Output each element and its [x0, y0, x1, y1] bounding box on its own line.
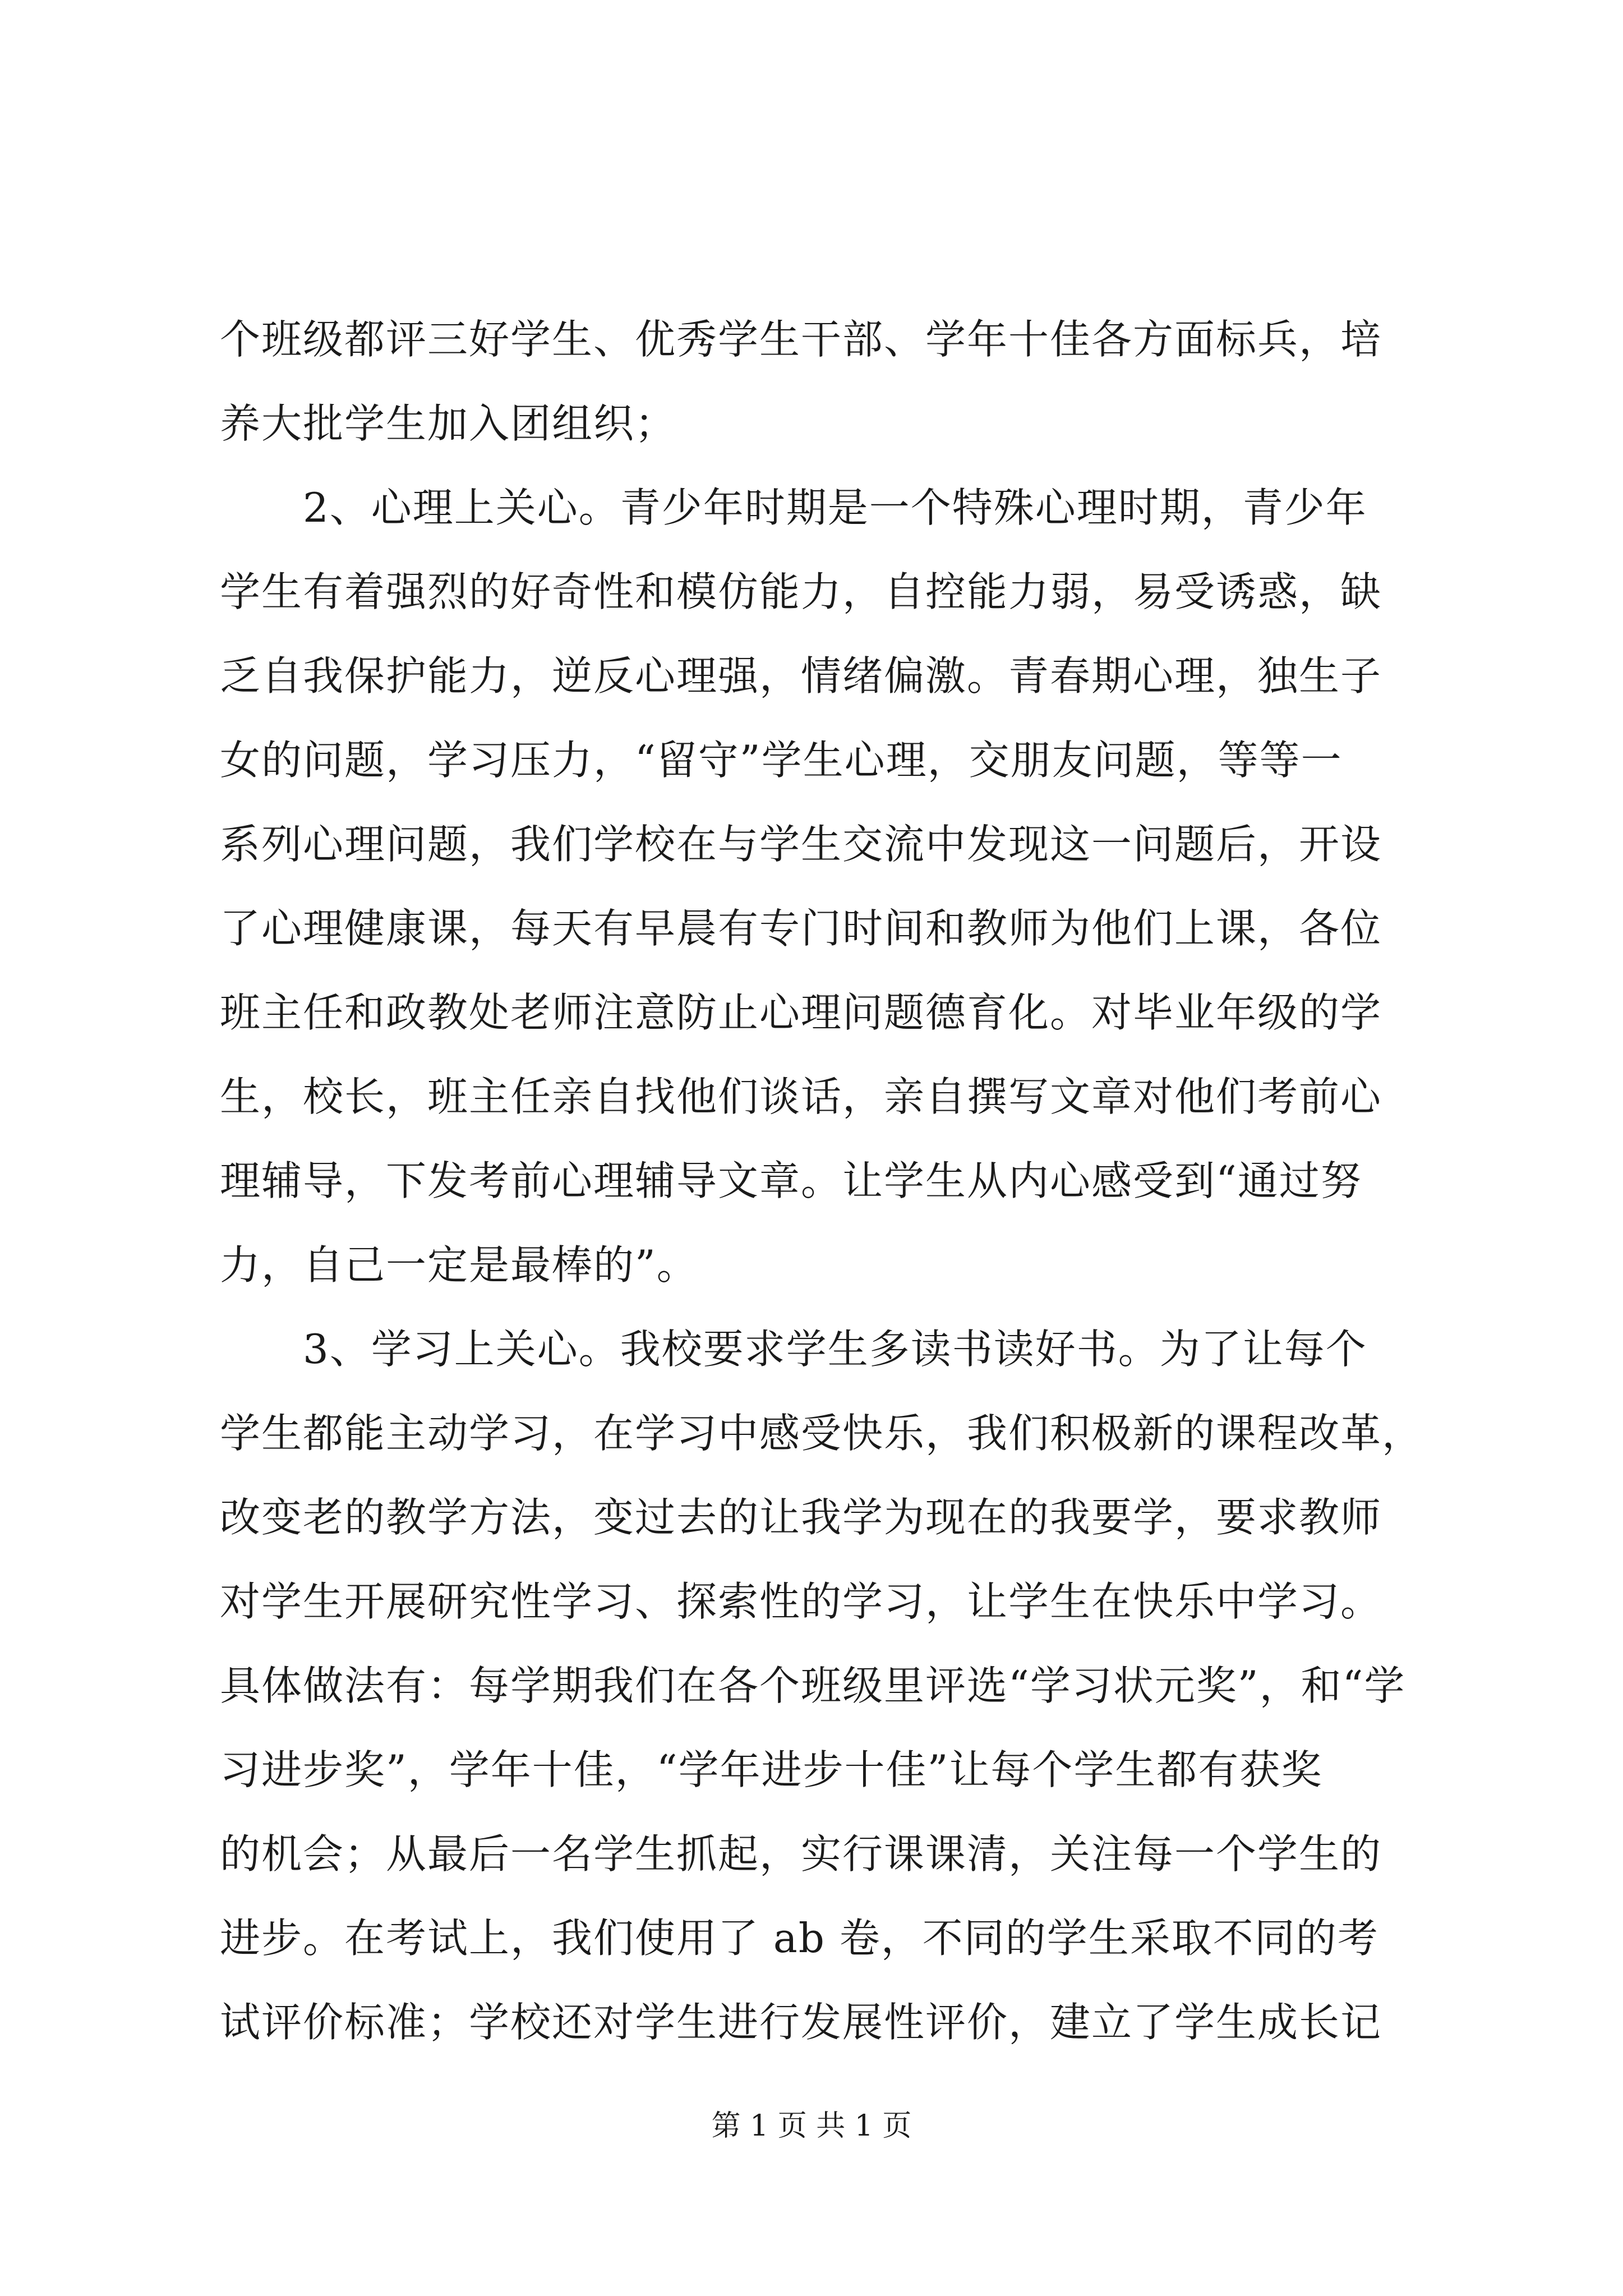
text-line: 系列心理问题，我们学校在与学生交流中发现这一问题后，开设	[220, 821, 1382, 868]
text-line: 改变老的教学方法，变过去的让我学为现在的我要学，要求教师	[220, 1494, 1382, 1541]
text-line: 乏自我保护能力，逆反心理强，情绪偏激。青春期心理，独生子	[220, 652, 1382, 700]
page-footer: 第 1 页 共 1 页	[711, 2109, 912, 2143]
text-line: 了心理健康课，每天有早晨有专门时间和教师为他们上课，各位	[220, 905, 1382, 952]
text-line: 2、心理上关心。青少年时期是一个特殊心理时期，青少年	[303, 484, 1367, 531]
text-line: 试评价标准；学校还对学生进行发展性评价，建立了学生成长记	[220, 1999, 1382, 2046]
text-line: 女的问题，学习压力，“留守”学生心理，交朋友问题，等等一	[220, 737, 1343, 784]
text-line: 力，自己一定是最棒的”。	[220, 1241, 698, 1289]
text-line: 对学生开展研究性学习、探索性的学习，让学生在快乐中学习。	[220, 1578, 1382, 1625]
text-line: 学生有着强烈的好奇性和模仿能力，自控能力弱，易受诱惑，缺	[220, 568, 1382, 615]
text-line: 生，校长，班主任亲自找他们谈话，亲自撰写文章对他们考前心	[220, 1073, 1382, 1120]
text-line: 3、学习上关心。我校要求学生多读书读好书。为了让每个	[303, 1326, 1367, 1373]
text-line: 养大批学生加入团组织；	[220, 400, 677, 447]
text-line: 的机会；从最后一名学生抓起，实行课课清，关注每一个学生的	[220, 1830, 1382, 1878]
text-line: 班主任和政教处老师注意防止心理问题德育化。对毕业年级的学	[220, 989, 1382, 1036]
document-body	[220, 297, 1442, 2064]
text-line: 个班级都评三好学生、优秀学生干部、学年十佳各方面标兵，培	[220, 316, 1382, 363]
text-line: 理辅导，下发考前心理辅导文章。让学生从内心感受到“通过努	[220, 1157, 1362, 1204]
text-line: 进步。在考试上，我们使用了 ab 卷，不同的学生采取不同的考	[220, 1915, 1379, 1962]
text-line: 具体做法有：每学期我们在各个班级里评选“学习状元奖”，和“学	[220, 1662, 1406, 1709]
text-line: 学生都能主动学习，在学习中感受快乐，我们积极新的课程改革，	[220, 1410, 1424, 1457]
text-line: 习进步奖”，学年十佳，“学年进步十佳”让每个学生都有获奖	[220, 1746, 1323, 1793]
